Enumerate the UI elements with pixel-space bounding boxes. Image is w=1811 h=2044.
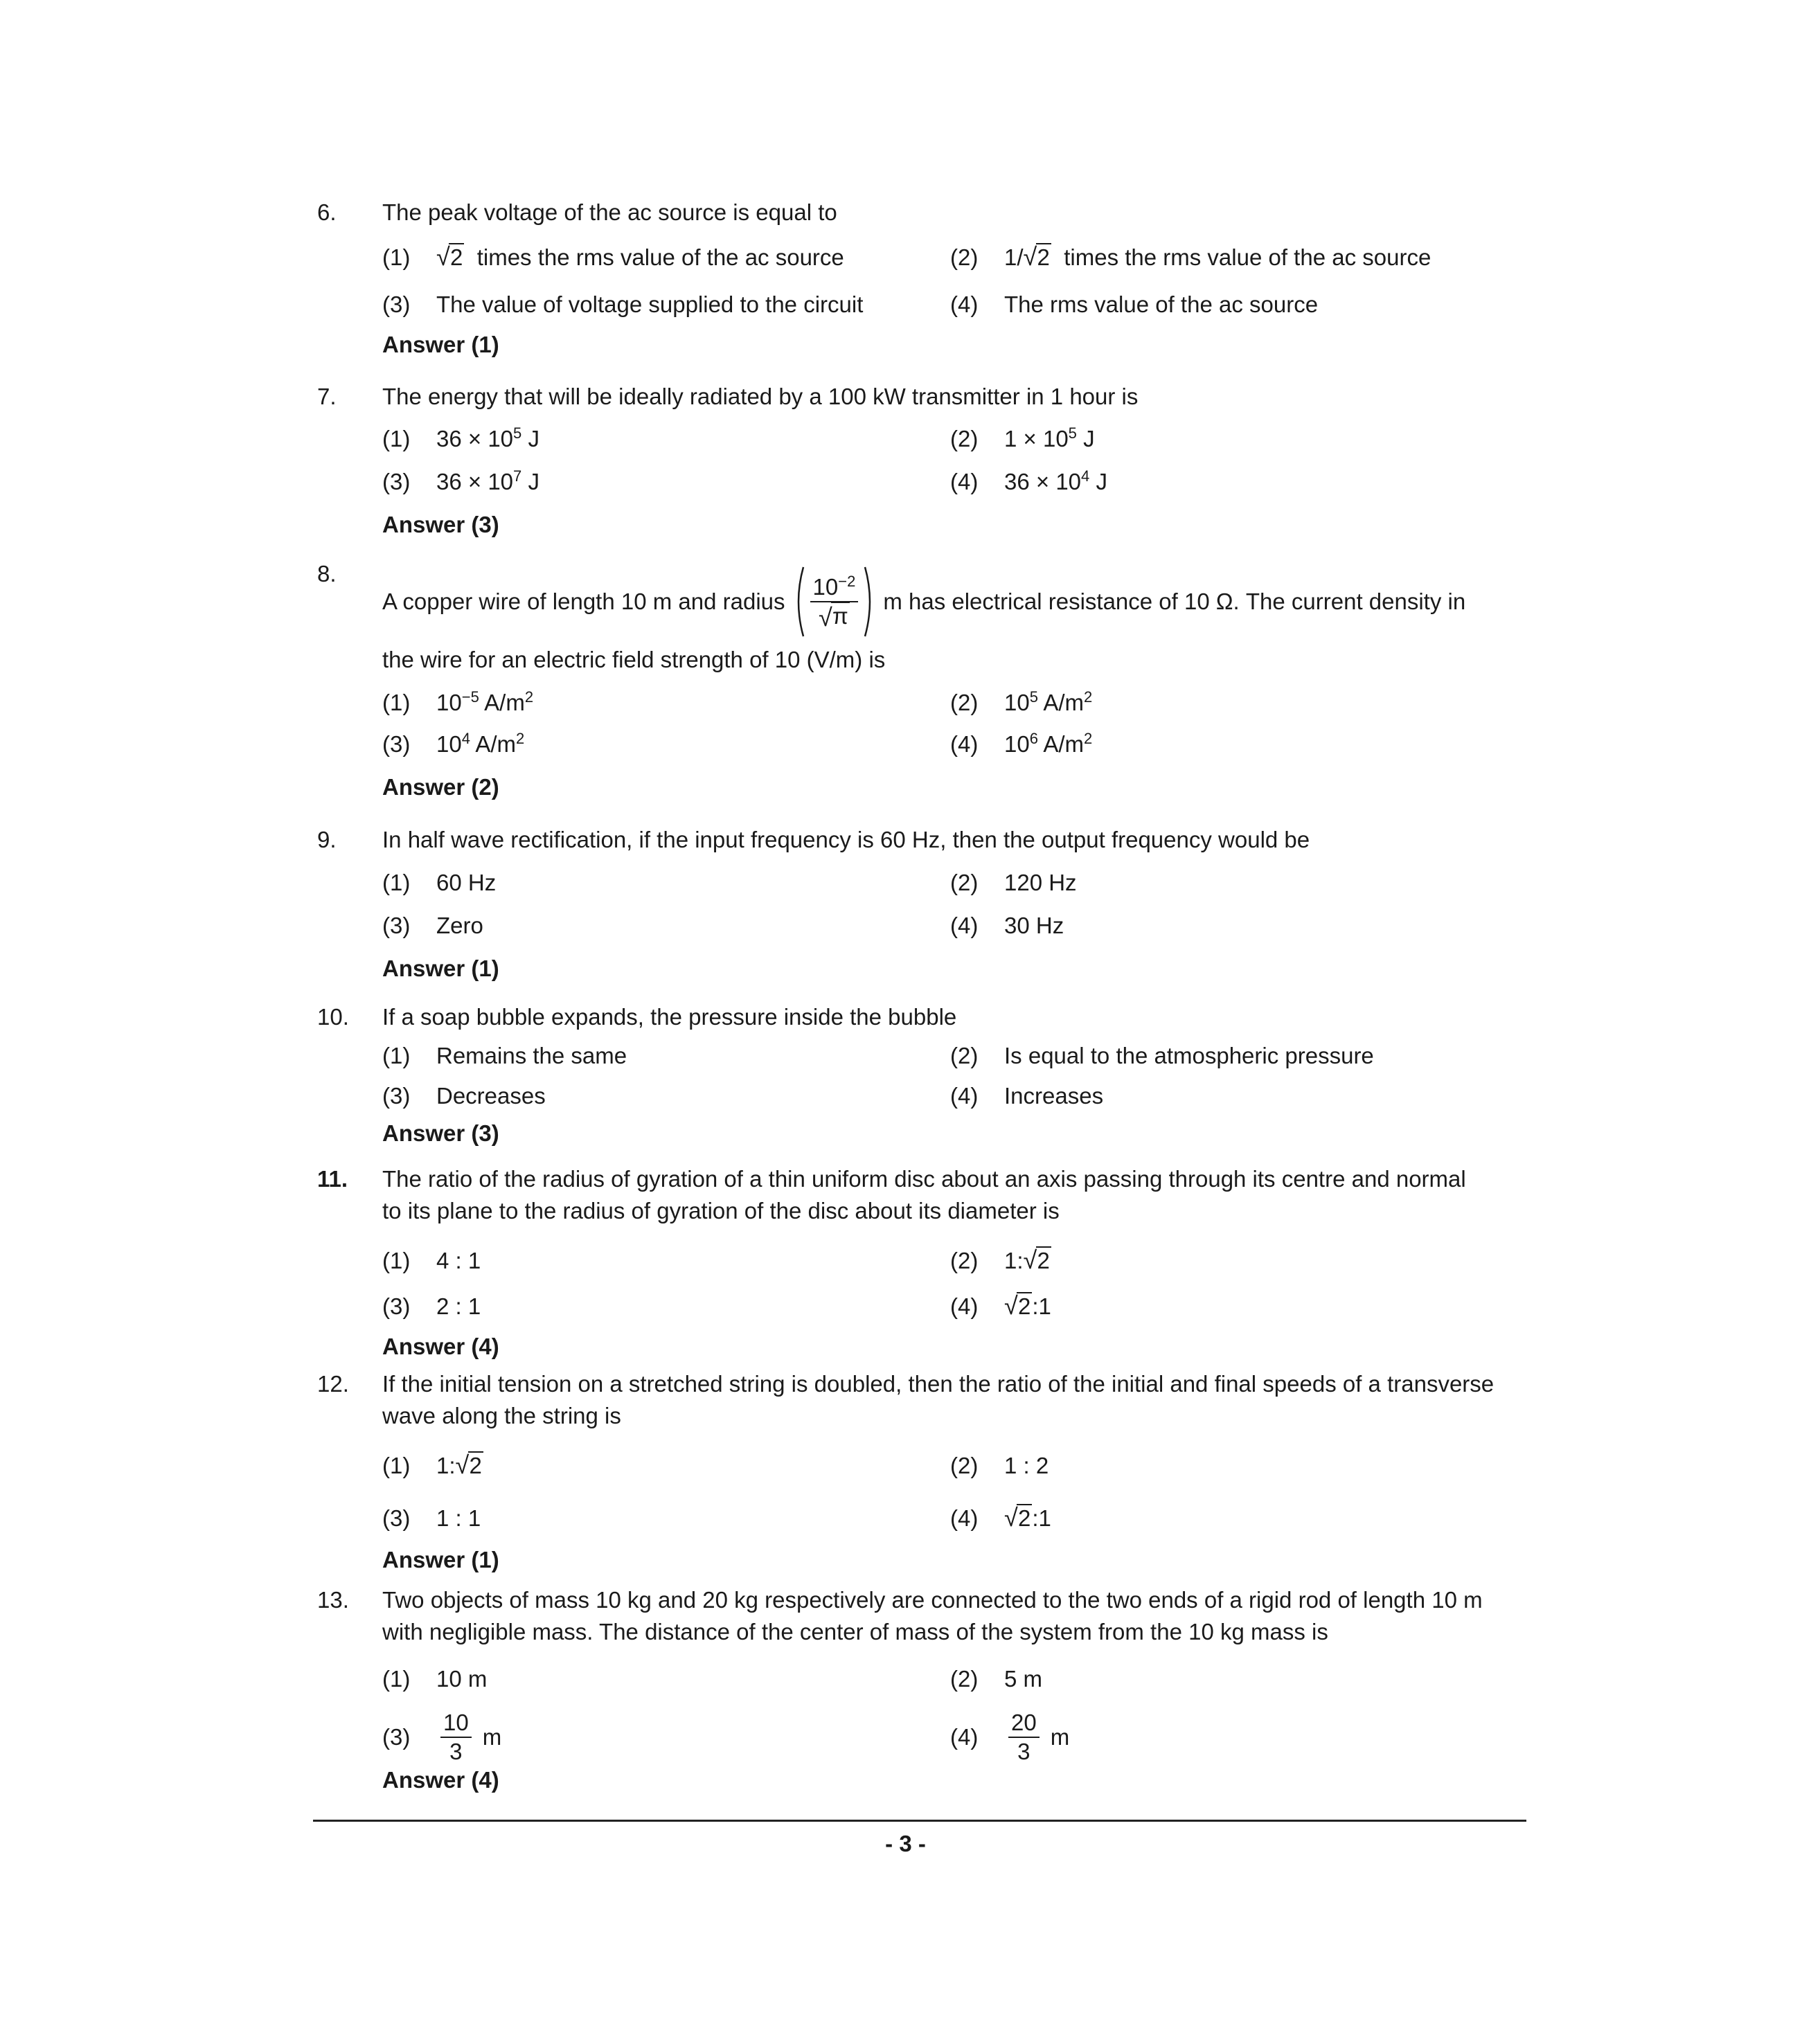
answer: Answer (1) — [382, 956, 499, 981]
question-number: 8. — [317, 561, 337, 586]
option-label: (2) — [950, 426, 979, 451]
answer: Answer (4) — [382, 1767, 499, 1793]
option-label: (3) — [382, 1724, 411, 1750]
option-exponent: 4 — [461, 730, 470, 747]
question-text-line2: to its plane to the radius of gyration of the disc about its diameter is — [382, 1198, 1060, 1223]
option-text: 120 Hz — [1004, 870, 1077, 895]
question-text-continued: m has electrical resistance of 10 Ω. The current density in — [883, 589, 1466, 614]
question-text: The energy that will be ideally radiated by a 100 kW transmitter in 1 hour is — [382, 384, 1139, 409]
option-base: 10 — [436, 690, 462, 715]
question-number: 10. — [317, 1004, 349, 1030]
option-base: 36 × 10 — [436, 469, 514, 494]
option-label: (3) — [382, 1083, 411, 1109]
option-1 — [382, 1040, 627, 1072]
option-text: 4 : 1 — [436, 1248, 481, 1273]
option-exponent: 7 — [513, 467, 522, 485]
option-label: (2) — [950, 1666, 979, 1692]
radius-expression — [791, 564, 878, 639]
option-text: The value of voltage supplied to the circuit — [436, 292, 864, 317]
question-text: If a soap bubble expands, the pressure inside the bubble — [382, 1004, 957, 1030]
option-text: times the rms value of the ac source — [1064, 244, 1431, 270]
option-1 — [382, 687, 533, 719]
option-label: (1) — [382, 426, 411, 451]
option-text: Decreases — [436, 1083, 546, 1109]
option-prefix: 1/ — [1004, 244, 1024, 270]
option-text: The rms value of the ac source — [1004, 292, 1319, 317]
answer: Answer (3) — [382, 1120, 499, 1146]
left-paren — [791, 564, 806, 639]
option-2 — [950, 1663, 1042, 1695]
fraction-exponent: −2 — [838, 573, 856, 590]
option-1 — [382, 1663, 487, 1695]
sqrt-expression: √ 2 — [1004, 1291, 1031, 1320]
fraction-denominator: 3 — [449, 1739, 463, 1764]
unit-exponent: 2 — [516, 730, 525, 747]
sqrt-expression: √ 2 — [1004, 1503, 1031, 1532]
option-unit: J — [521, 426, 539, 451]
option-text: 5 m — [1004, 1666, 1043, 1692]
option-base: 10 — [436, 731, 462, 757]
option-base: 1 × 10 — [1004, 426, 1069, 451]
option-text: 2 : 1 — [436, 1293, 481, 1319]
option-text: 10 m — [436, 1666, 488, 1692]
option-1 — [382, 1450, 483, 1482]
question-number: 9. — [317, 827, 337, 852]
option-4 — [950, 910, 1064, 942]
option-1 — [382, 423, 539, 455]
option-text: times the rms value of the ac source — [476, 244, 844, 270]
option-3 — [382, 1709, 501, 1766]
option-base: 10 — [1004, 731, 1030, 757]
option-2 — [950, 867, 1077, 899]
option-label: (1) — [382, 1453, 411, 1478]
option-exponent: 5 — [1068, 424, 1077, 442]
option-text: Is equal to the atmospheric pressure — [1004, 1043, 1374, 1068]
option-label: (2) — [950, 870, 979, 895]
sqrt-expression: √ 2 — [436, 242, 463, 271]
answer: Answer (1) — [382, 332, 499, 357]
option-label: (3) — [382, 1505, 411, 1531]
fraction-denominator: π — [832, 603, 848, 629]
option-text: Increases — [1004, 1083, 1104, 1109]
option-4 — [950, 289, 1318, 321]
option-label: (4) — [950, 1724, 979, 1750]
option-label: (4) — [950, 469, 979, 494]
page-number: - 3 - — [885, 1831, 926, 1856]
right-paren — [862, 564, 877, 639]
question-number: 13. — [317, 1587, 349, 1613]
option-4 — [950, 466, 1107, 498]
option-label: (4) — [950, 913, 979, 938]
option-2 — [950, 1245, 1051, 1277]
sqrt-expression: √ 2 — [455, 1451, 482, 1479]
option-4 — [950, 1291, 1051, 1323]
option-label: (2) — [950, 690, 979, 715]
option-unit: A/m — [470, 731, 516, 757]
option-unit: A/m — [479, 690, 525, 715]
unit-exponent: 2 — [1084, 730, 1093, 747]
option-label: (2) — [950, 1248, 979, 1273]
option-3 — [382, 1291, 481, 1323]
option-label: (3) — [382, 731, 411, 757]
option-prefix: 1: — [1004, 1248, 1024, 1273]
option-unit: J — [1076, 426, 1095, 451]
option-text: 1 : 1 — [436, 1505, 481, 1531]
option-unit: A/m — [1037, 690, 1084, 715]
option-label: (4) — [950, 1083, 979, 1109]
question-text: If the initial tension on a stretched string is doubled, then the ratio of the initial and final speeds of a transverse — [382, 1371, 1495, 1397]
sqrt-expression: √ 2 — [1023, 242, 1050, 271]
option-suffix: :1 — [1032, 1505, 1051, 1531]
option-label: (2) — [950, 1043, 979, 1068]
option-exponent: 5 — [1029, 688, 1038, 706]
option-label: (4) — [950, 1293, 979, 1319]
answer: Answer (3) — [382, 512, 499, 537]
option-label: (1) — [382, 244, 411, 270]
option-label: (1) — [382, 870, 411, 895]
option-suffix: :1 — [1032, 1293, 1051, 1319]
option-exponent: 4 — [1081, 467, 1090, 485]
unit-exponent: 2 — [524, 688, 534, 706]
question-text-line2: the wire for an electric field strength of 10 (V/m) is — [382, 647, 886, 672]
option-1 — [382, 1245, 481, 1277]
option-2 — [950, 1450, 1049, 1482]
option-unit: m — [1050, 1724, 1070, 1750]
question-number: 6. — [317, 199, 337, 225]
question-text: The ratio of the radius of gyration of a thin uniform disc about an axis passing through its centre and normal — [382, 1166, 1466, 1192]
option-unit: J — [1089, 469, 1107, 494]
question-number: 12. — [317, 1371, 349, 1397]
option-label: (2) — [950, 244, 979, 270]
option-2 — [950, 242, 1431, 274]
option-3 — [382, 910, 483, 942]
option-text: 30 Hz — [1004, 913, 1064, 938]
answer: Answer (2) — [382, 774, 499, 800]
option-2 — [950, 687, 1092, 719]
option-label: (3) — [382, 469, 411, 494]
option-label: (1) — [382, 1666, 411, 1692]
option-1 — [382, 867, 496, 899]
question-text-line2: with negligible mass. The distance of the center of mass of the system from the 10 kg mass is — [382, 1619, 1328, 1644]
option-3 — [382, 1080, 546, 1112]
question-number: 11. — [317, 1166, 348, 1192]
option-base: 10 — [1004, 690, 1030, 715]
fraction-numerator: 10 — [440, 1709, 472, 1738]
footer-divider — [313, 1820, 1526, 1822]
question-text: Two objects of mass 10 kg and 20 kg respectively are connected to the two ends of a rigid rod of length 10 m — [382, 1587, 1483, 1613]
fraction: $10^{-2}$ √ π — [810, 573, 859, 630]
option-text: 60 Hz — [436, 870, 497, 895]
option-text: 1 : 2 — [1004, 1453, 1049, 1478]
option-text: Remains the same — [436, 1043, 627, 1068]
fraction-numerator: 10 — [812, 574, 839, 600]
answer: Answer (1) — [382, 1547, 499, 1572]
option-exponent: 6 — [1029, 730, 1038, 747]
option-label: (4) — [950, 731, 979, 757]
option-2 — [950, 423, 1095, 455]
option-label: (1) — [382, 690, 411, 715]
option-label: (4) — [950, 1505, 979, 1531]
question-8-text — [382, 564, 1465, 640]
fraction — [1008, 1709, 1040, 1766]
option-3 — [382, 728, 524, 760]
option-label: (4) — [950, 292, 979, 317]
question-text-line2: wave along the string is — [382, 1403, 621, 1428]
option-3 — [382, 289, 863, 321]
option-prefix: 1: — [436, 1453, 456, 1478]
option-label: (2) — [950, 1453, 979, 1478]
option-label: (3) — [382, 1293, 411, 1319]
option-2 — [950, 1040, 1374, 1072]
option-4 — [950, 1080, 1103, 1112]
option-label: (1) — [382, 1043, 411, 1068]
option-base: 36 × 10 — [1004, 469, 1082, 494]
fraction-numerator: 20 — [1008, 1709, 1040, 1738]
question-text: The peak voltage of the ac source is equal to — [382, 199, 837, 225]
option-label: (1) — [382, 1248, 411, 1273]
question-text: In half wave rectification, if the input frequency is 60 Hz, then the output frequency would be — [382, 827, 1310, 852]
option-1 — [382, 242, 844, 274]
option-label: (3) — [382, 913, 411, 938]
option-4 — [950, 728, 1092, 760]
option-unit: J — [521, 469, 539, 494]
fraction — [440, 1709, 472, 1766]
unit-exponent: 2 — [1084, 688, 1093, 706]
sqrt-expression: √ 2 — [1023, 1246, 1050, 1274]
option-text: Zero — [436, 913, 483, 938]
option-label: (3) — [382, 292, 411, 317]
question-number: 7. — [317, 384, 337, 409]
question-text: A copper wire of length 10 m and radius — [382, 589, 785, 614]
option-3 — [382, 1503, 481, 1534]
option-unit: m — [482, 1724, 502, 1750]
fraction-denominator: 3 — [1017, 1739, 1031, 1764]
option-4 — [950, 1709, 1069, 1766]
option-base: 36 × 10 — [436, 426, 514, 451]
option-exponent: 5 — [513, 424, 522, 442]
option-exponent: −5 — [461, 688, 479, 706]
option-4 — [950, 1503, 1051, 1534]
option-unit: A/m — [1037, 731, 1084, 757]
option-3 — [382, 466, 539, 498]
answer: Answer (4) — [382, 1334, 499, 1359]
